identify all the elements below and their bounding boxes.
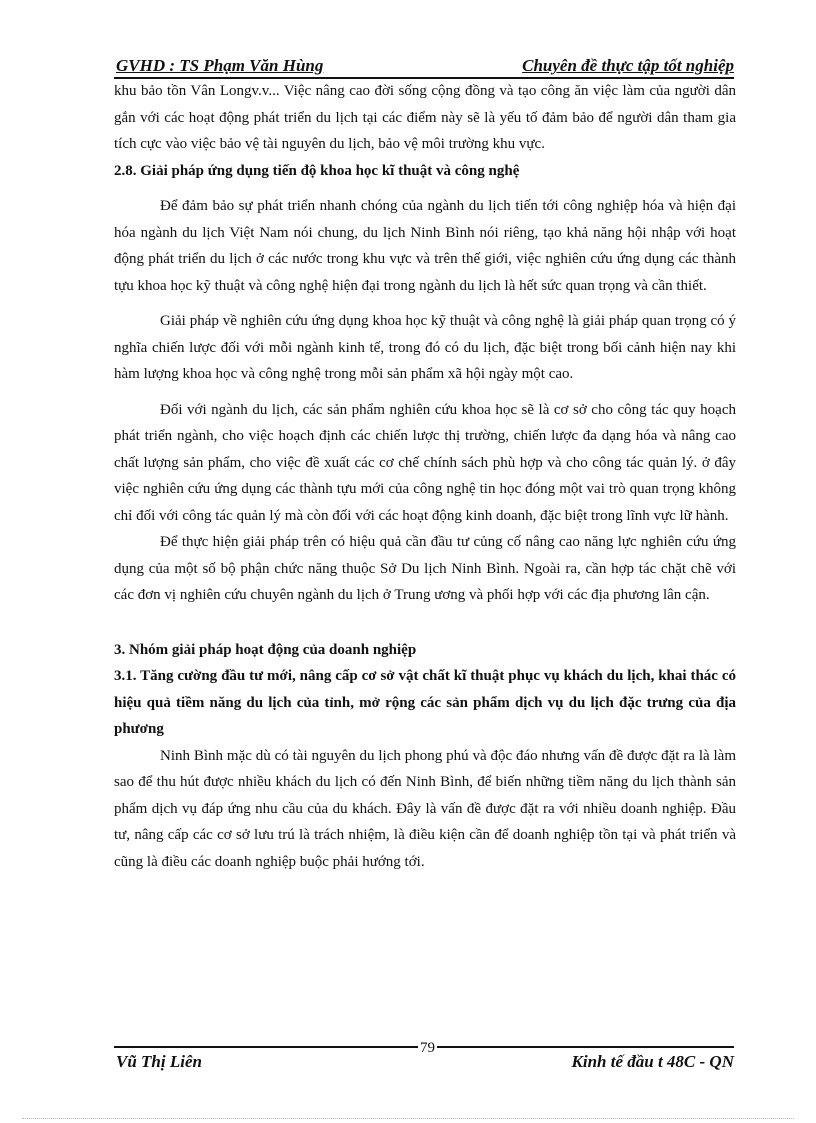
paragraph-6: Ninh Bình mặc dù có tài nguyên du lịch phong phú và độc đáo nhưng vấn đề được đặt ra là làm sao để thu hút được nhiều khách du lịch có đến Ninh Bình, để biến những tiềm năng du lịch thành sản phẩm dịch vụ đáp ứng nhu cầu của du khách. Đây là vấn đề được đặt ra với nhiều doanh nghiệp. Đầu tư, nâng cấp các cơ sở lưu trú là trách nhiệm, là điều kiện cần để doanh nghiệp tồn tại và phát triển và cũng là điều các doanh nghiệp buộc phải hướng tới. (114, 747, 736, 870)
page-header (114, 55, 734, 79)
page-edge-divider (22, 1118, 794, 1119)
page-number: 79 (420, 1040, 435, 1056)
header-advisor: GVHD : TS Phạm Văn Hùng (116, 56, 324, 75)
heading-3: 3. Nhóm giải pháp hoạt động của doanh nghiệp (114, 641, 417, 658)
paragraph-3: Giải pháp về nghiên cứu ứng dụng khoa học kỹ thuật và công nghệ là giải pháp quan trọng có ý nghĩa chiến lược đối với mỗi ngành kinh tế, trong đó có du lịch, đặc biệt trong bối cảnh hiện nay khi hàm lượng khoa học và công nghệ trong mỗi sản phẩm xã hội ngày một cao. (114, 313, 736, 382)
heading-2-8: 2.8. Giải pháp ứng dụng tiến độ khoa học kĩ thuật và công nghệ (114, 162, 520, 179)
footer-author: Vũ Thị Liên (116, 1052, 202, 1071)
paragraph-2: Để đảm bảo sự phát triển nhanh chóng của ngành du lịch tiến tới công nghiệp hóa và hiện đại hóa ngành du lịch Việt Nam nói chung, du lịch Ninh Bình nói riêng, tạo khả năng hội nhập với hoạt động phát triển du lịch ở các nước trong khu vực và trên thế giới, việc nghiên cứu ứng dụng các thành tựu khoa học kỹ thuật và công nghệ hiện đại trong ngành du lịch là hết sức quan trọng và cần thiết. (114, 198, 736, 294)
paragraph-5: Để thực hiện giải pháp trên có hiệu quả cần đầu tư củng cố nâng cao năng lực nghiên cứu ứng dụng của một số bộ phận chức năng thuộc Sở Du lịch Ninh Bình. Ngoài ra, cần hợp tác chặt chẽ với các đơn vị nghiên cứu chuyên ngành du lịch ở Trung ương và phối hợp với các địa phương lân cận. (114, 534, 736, 603)
paragraph-1: khu bảo tồn Vân Longv.v... Việc nâng cao đời sống cộng đồng và tạo công ăn việc làm của người dân gắn với các hoạt động phát triển du lịch tại các điểm này sẽ là yếu tố đảm bảo để người dân tham gia tích cực vào việc bảo vệ tài nguyên du lịch, bảo vệ môi trường khu vực. (114, 83, 736, 152)
page-body (114, 78, 736, 875)
paragraph-4: Đối với ngành du lịch, các sản phẩm nghiên cứu khoa học sẽ là cơ sở cho công tác quy hoạch phát triển ngành, cho việc hoạch định các chiến lược thị trường, chiến lược đa dạng hóa và nâng cao chất lượng sản phẩm, cho việc đề xuất các cơ chế chính sách phù hợp và cho công tác quản lý. ở đây việc nghiên cứu ứng dụng các thành tựu mới của công nghệ tin học đóng một vai trò quan trọng không chỉ đối với công tác quản lý mà còn đối với các hoạt động kinh doanh, đặc biệt trong lĩnh vực lữ hành. (114, 401, 736, 524)
footer-class: Kinh tế đầu t 48C - QN (571, 1052, 734, 1071)
page-footer (114, 1040, 734, 1071)
heading-3-1: 3.1. Tăng cường đầu tư mới, nâng cấp cơ sở vật chất kĩ thuật phục vụ khách du lịch, khai thác có hiệu quả tiềm năng du lịch của tỉnh, mở rộng các sản phẩm dịch vụ du lịch đặc trưng của địa phương (114, 668, 736, 737)
header-title: Chuyên đề thực tập tốt nghiệp (522, 56, 734, 75)
